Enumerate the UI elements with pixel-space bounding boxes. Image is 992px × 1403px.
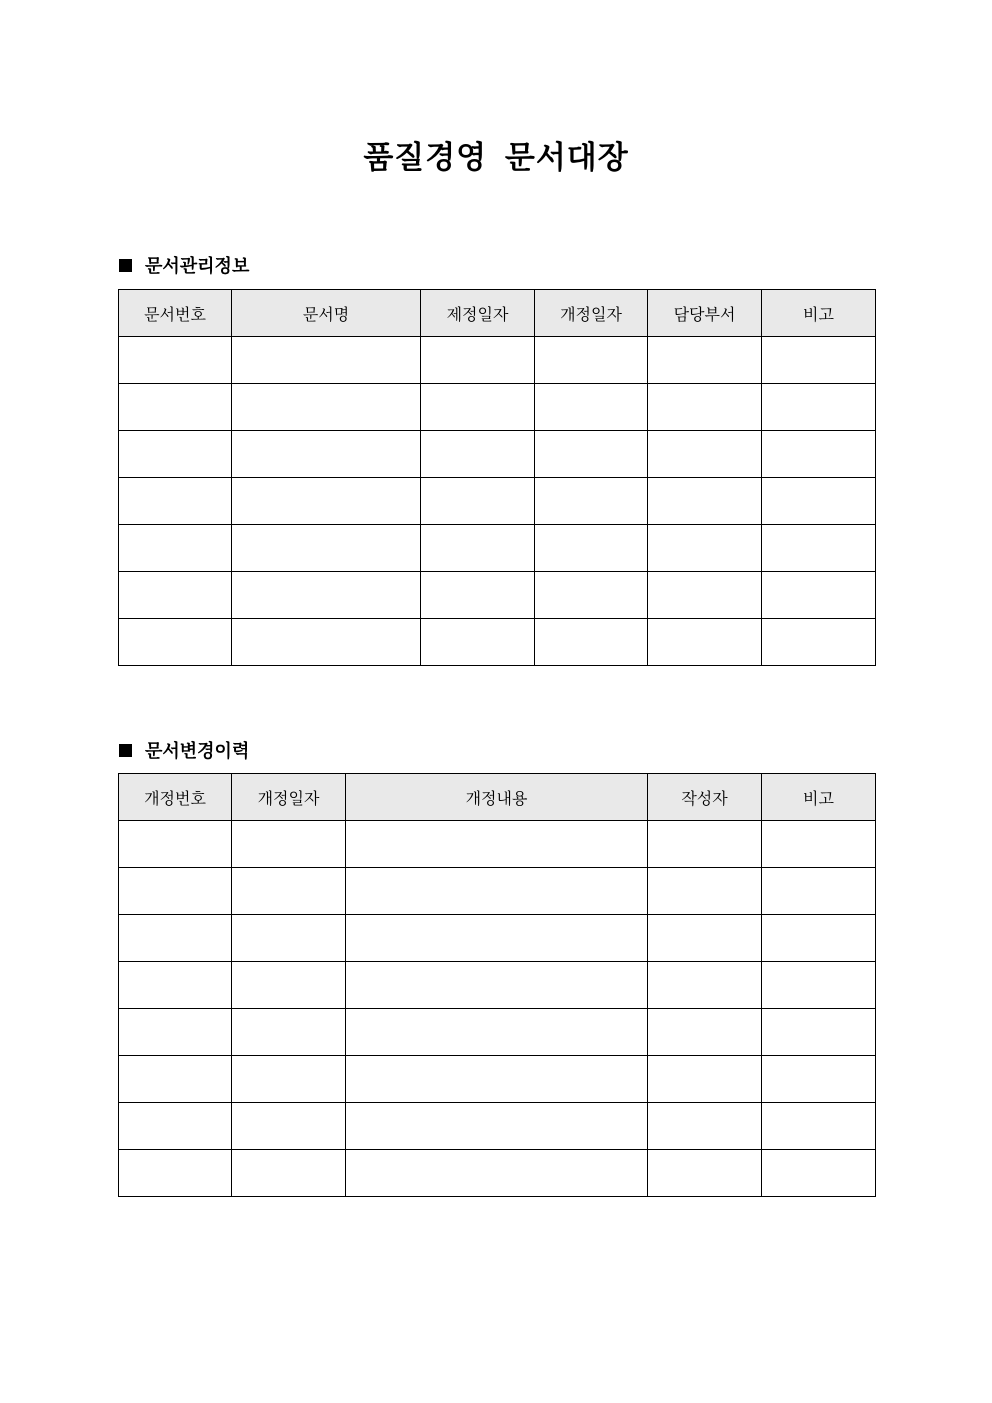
table-cell[interactable] bbox=[648, 868, 762, 915]
page-title: 품질경영 문서대장 bbox=[363, 140, 629, 176]
table-cell[interactable] bbox=[232, 962, 346, 1009]
table-cell[interactable] bbox=[119, 868, 232, 915]
table-cell[interactable] bbox=[535, 384, 648, 431]
table-cell[interactable] bbox=[535, 572, 648, 619]
table-cell[interactable] bbox=[232, 619, 421, 666]
table-cell[interactable] bbox=[648, 619, 762, 666]
table-cell[interactable] bbox=[346, 915, 648, 962]
table-cell[interactable] bbox=[119, 915, 232, 962]
table-cell[interactable] bbox=[421, 337, 535, 384]
table-cell[interactable] bbox=[648, 915, 762, 962]
table-cell[interactable] bbox=[232, 337, 421, 384]
table-cell[interactable] bbox=[762, 384, 876, 431]
table-row bbox=[119, 431, 876, 478]
column-header-author: 작성자 bbox=[648, 774, 762, 821]
table-cell[interactable] bbox=[421, 384, 535, 431]
table-cell[interactable] bbox=[535, 525, 648, 572]
table-row bbox=[119, 1103, 876, 1150]
table-cell[interactable] bbox=[119, 962, 232, 1009]
table-cell[interactable] bbox=[119, 572, 232, 619]
table-cell[interactable] bbox=[119, 478, 232, 525]
table-cell[interactable] bbox=[232, 1009, 346, 1056]
table-cell[interactable] bbox=[421, 572, 535, 619]
table-row bbox=[119, 572, 876, 619]
column-header-revision-number: 개정번호 bbox=[119, 774, 232, 821]
table-row bbox=[119, 915, 876, 962]
table-cell[interactable] bbox=[762, 525, 876, 572]
table-row bbox=[119, 1009, 876, 1056]
table-row bbox=[119, 868, 876, 915]
table-cell[interactable] bbox=[648, 1150, 762, 1197]
table-cell[interactable] bbox=[346, 1150, 648, 1197]
table-cell[interactable] bbox=[762, 915, 876, 962]
table-cell[interactable] bbox=[762, 572, 876, 619]
section-heading-change-history bbox=[119, 737, 249, 763]
table-row bbox=[119, 962, 876, 1009]
table-cell[interactable] bbox=[762, 1150, 876, 1197]
table-row bbox=[119, 821, 876, 868]
table-cell[interactable] bbox=[119, 821, 232, 868]
table-cell[interactable] bbox=[648, 525, 762, 572]
table-cell[interactable] bbox=[421, 478, 535, 525]
section-heading-label: 문서관리정보 bbox=[145, 256, 250, 277]
table-row bbox=[119, 384, 876, 431]
table-cell[interactable] bbox=[535, 478, 648, 525]
table-cell[interactable] bbox=[232, 1150, 346, 1197]
column-header-department: 담당부서 bbox=[648, 290, 762, 337]
column-header-revision-content: 개정내용 bbox=[346, 774, 648, 821]
table-cell[interactable] bbox=[346, 962, 648, 1009]
table-cell[interactable] bbox=[119, 1056, 232, 1103]
table-cell[interactable] bbox=[648, 1056, 762, 1103]
table-cell[interactable] bbox=[232, 384, 421, 431]
section-heading-label: 문서변경이력 bbox=[145, 741, 250, 762]
table-cell[interactable] bbox=[535, 619, 648, 666]
square-bullet-icon bbox=[119, 744, 132, 757]
table-cell[interactable] bbox=[648, 821, 762, 868]
table-cell[interactable] bbox=[421, 525, 535, 572]
table-cell[interactable] bbox=[648, 431, 762, 478]
table-cell[interactable] bbox=[648, 384, 762, 431]
table-cell[interactable] bbox=[762, 337, 876, 384]
table-row bbox=[119, 619, 876, 666]
table-header-row bbox=[119, 774, 876, 821]
table-cell[interactable] bbox=[346, 868, 648, 915]
table-cell[interactable] bbox=[762, 821, 876, 868]
change-history-table bbox=[118, 773, 876, 1197]
table-cell[interactable] bbox=[232, 525, 421, 572]
table-cell[interactable] bbox=[232, 478, 421, 525]
column-header-revision-date: 개정일자 bbox=[535, 290, 648, 337]
table-cell[interactable] bbox=[346, 1056, 648, 1103]
column-header-remarks: 비고 bbox=[762, 774, 876, 821]
table-header-row bbox=[119, 290, 876, 337]
column-header-enactment-date: 제정일자 bbox=[421, 290, 535, 337]
table-cell[interactable] bbox=[119, 619, 232, 666]
table-cell[interactable] bbox=[762, 868, 876, 915]
table-cell[interactable] bbox=[232, 915, 346, 962]
table-row bbox=[119, 478, 876, 525]
table-cell[interactable] bbox=[762, 478, 876, 525]
table-cell[interactable] bbox=[119, 1009, 232, 1056]
table-cell[interactable] bbox=[421, 431, 535, 478]
table-cell[interactable] bbox=[232, 431, 421, 478]
column-header-document-name: 문서명 bbox=[232, 290, 421, 337]
table-cell[interactable] bbox=[648, 1009, 762, 1056]
table-cell[interactable] bbox=[119, 1103, 232, 1150]
table-cell[interactable] bbox=[119, 431, 232, 478]
column-header-remarks: 비고 bbox=[762, 290, 876, 337]
table-cell[interactable] bbox=[762, 1009, 876, 1056]
table-cell[interactable] bbox=[346, 1103, 648, 1150]
table-cell[interactable] bbox=[648, 572, 762, 619]
table-cell[interactable] bbox=[119, 384, 232, 431]
table-cell[interactable] bbox=[762, 962, 876, 1009]
table-cell[interactable] bbox=[119, 525, 232, 572]
table-cell[interactable] bbox=[232, 821, 346, 868]
table-row bbox=[119, 337, 876, 384]
table-cell[interactable] bbox=[535, 431, 648, 478]
table-cell[interactable] bbox=[648, 337, 762, 384]
table-cell[interactable] bbox=[119, 1150, 232, 1197]
table-cell[interactable] bbox=[232, 1056, 346, 1103]
table-row bbox=[119, 525, 876, 572]
document-info-table bbox=[118, 289, 876, 666]
table-cell[interactable] bbox=[762, 1056, 876, 1103]
table-cell[interactable] bbox=[119, 337, 232, 384]
table-cell[interactable] bbox=[535, 337, 648, 384]
table-cell[interactable] bbox=[648, 962, 762, 1009]
table-cell[interactable] bbox=[346, 821, 648, 868]
table-cell[interactable] bbox=[232, 868, 346, 915]
table-cell[interactable] bbox=[762, 619, 876, 666]
square-bullet-icon bbox=[119, 259, 132, 272]
column-header-revision-date: 개정일자 bbox=[232, 774, 346, 821]
table-cell[interactable] bbox=[648, 1103, 762, 1150]
section-heading-document-info bbox=[119, 252, 249, 278]
table-cell[interactable] bbox=[762, 431, 876, 478]
table-cell[interactable] bbox=[648, 478, 762, 525]
table-cell[interactable] bbox=[232, 572, 421, 619]
table-cell[interactable] bbox=[762, 1103, 876, 1150]
column-header-document-number: 문서번호 bbox=[119, 290, 232, 337]
table-cell[interactable] bbox=[421, 619, 535, 666]
table-row bbox=[119, 1056, 876, 1103]
table-cell[interactable] bbox=[346, 1009, 648, 1056]
table-row bbox=[119, 1150, 876, 1197]
table-cell[interactable] bbox=[232, 1103, 346, 1150]
